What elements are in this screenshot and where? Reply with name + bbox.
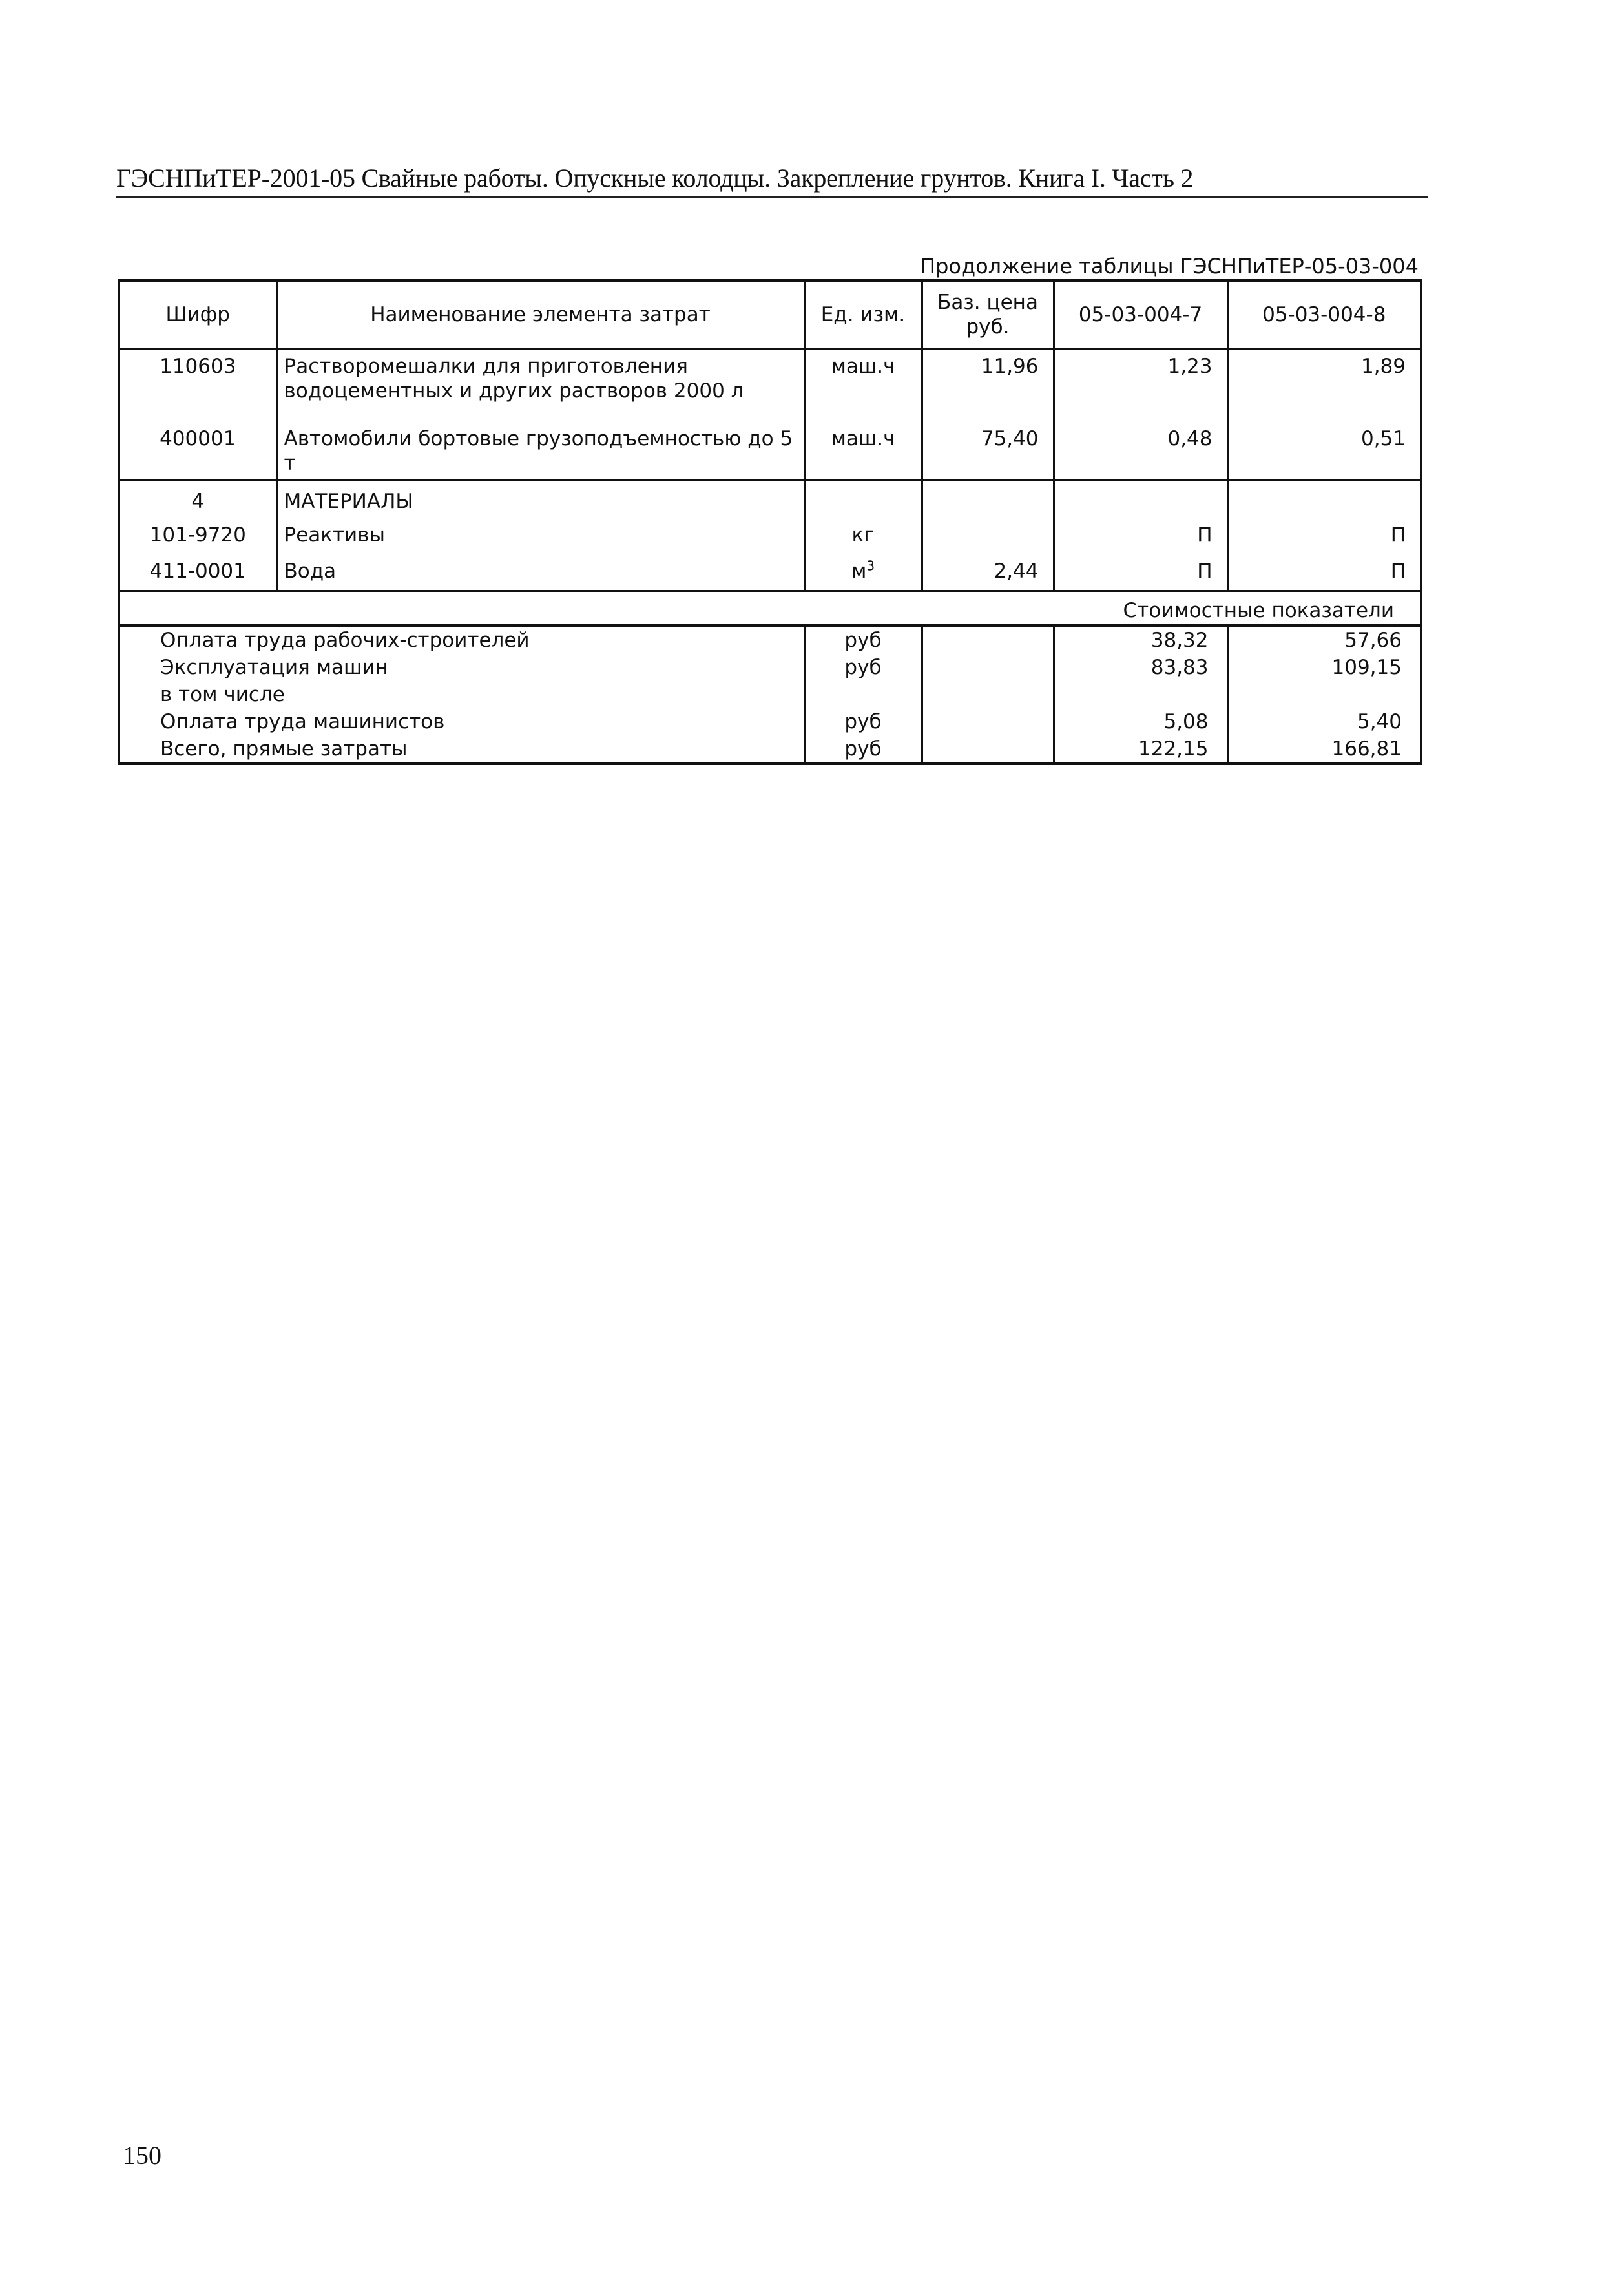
summary-label: Эксплуатация машин bbox=[119, 654, 804, 681]
summary-label: Оплата труда рабочих-строителей bbox=[119, 625, 804, 654]
empty-cell bbox=[922, 735, 1054, 764]
empty-cell bbox=[1227, 681, 1421, 708]
summary-value-8: 5,40 bbox=[1227, 708, 1421, 735]
materials-section-row bbox=[119, 481, 1421, 523]
cell-value-8: 1,89 bbox=[1227, 349, 1421, 423]
cell-value-7: 0,48 bbox=[1054, 423, 1227, 481]
summary-row bbox=[119, 708, 1421, 735]
table-row bbox=[119, 423, 1421, 481]
col-header-unit: Ед. изм. bbox=[804, 280, 922, 349]
summary-value-8: 109,15 bbox=[1227, 654, 1421, 681]
section-code: 4 bbox=[119, 481, 276, 523]
empty-cell bbox=[1054, 681, 1227, 708]
cell-value-7: П bbox=[1054, 523, 1227, 559]
summary-unit: руб bbox=[804, 735, 922, 764]
summary-label: в том числе bbox=[119, 681, 804, 708]
summary-row bbox=[119, 735, 1421, 764]
cell-price: 2,44 bbox=[922, 559, 1054, 591]
table-header-row bbox=[119, 280, 1421, 349]
summary-row bbox=[119, 625, 1421, 654]
page-number: 150 bbox=[123, 2141, 161, 2170]
summary-label: Всего, прямые затраты bbox=[119, 735, 804, 764]
summary-unit: руб bbox=[804, 625, 922, 654]
cell-name: Реактивы bbox=[276, 523, 804, 559]
col-header-base-price: Баз. цена руб. bbox=[922, 280, 1054, 349]
empty-cell bbox=[804, 481, 922, 523]
cell-name: Автомобили бортовые грузоподъемностью до 5 т bbox=[276, 423, 804, 481]
col-header-05-03-004-8: 05-03-004-8 bbox=[1227, 280, 1421, 349]
cell-code: 411-0001 bbox=[119, 559, 276, 591]
indicators-heading-row bbox=[119, 591, 1421, 626]
cell-value-7: П bbox=[1054, 559, 1227, 591]
empty-cell bbox=[1054, 481, 1227, 523]
col-header-05-03-004-7: 05-03-004-7 bbox=[1054, 280, 1227, 349]
running-header-title: ГЭСНПиТЕР-2001-05 Свайные работы. Опускные колодцы. Закрепление грунтов. Книга I. Часть 2 bbox=[116, 163, 1194, 193]
table-caption: Продолжение таблицы ГЭСНПиТЕР-05-03-004 bbox=[920, 254, 1419, 279]
empty-cell bbox=[922, 654, 1054, 681]
col-header-code: Шифр bbox=[119, 280, 276, 349]
cell-code: 400001 bbox=[119, 423, 276, 481]
summary-unit: руб bbox=[804, 654, 922, 681]
table-row bbox=[119, 523, 1421, 559]
cell-value-8: П bbox=[1227, 523, 1421, 559]
empty-cell bbox=[922, 681, 1054, 708]
cell-code: 101-9720 bbox=[119, 523, 276, 559]
summary-label: Оплата труда машинистов bbox=[119, 708, 804, 735]
cell-name: Вода bbox=[276, 559, 804, 591]
summary-value-7: 122,15 bbox=[1054, 735, 1227, 764]
cell-value-8: 0,51 bbox=[1227, 423, 1421, 481]
summary-value-8: 57,66 bbox=[1227, 625, 1421, 654]
summary-row bbox=[119, 681, 1421, 708]
cell-price bbox=[922, 523, 1054, 559]
cell-unit: маш.ч bbox=[804, 349, 922, 423]
header-rule bbox=[116, 196, 1428, 198]
col-header-name: Наименование элемента затрат bbox=[276, 280, 804, 349]
indicators-heading: Стоимостные показатели bbox=[119, 591, 1421, 626]
cell-name: Растворомешалки для приготовления водоцементных и других растворов 2000 л bbox=[276, 349, 804, 423]
cost-table bbox=[118, 279, 1422, 765]
empty-cell bbox=[922, 625, 1054, 654]
unit-exponent: 3 bbox=[866, 558, 875, 574]
empty-cell bbox=[922, 708, 1054, 735]
summary-value-7: 5,08 bbox=[1054, 708, 1227, 735]
cell-value-8: П bbox=[1227, 559, 1421, 591]
summary-value-7: 83,83 bbox=[1054, 654, 1227, 681]
cell-price: 75,40 bbox=[922, 423, 1054, 481]
summary-value-8: 166,81 bbox=[1227, 735, 1421, 764]
empty-cell bbox=[1227, 481, 1421, 523]
cell-unit: маш.ч bbox=[804, 423, 922, 481]
summary-unit: руб bbox=[804, 708, 922, 735]
empty-cell bbox=[804, 681, 922, 708]
unit-base: м bbox=[851, 560, 867, 583]
section-title: МАТЕРИАЛЫ bbox=[276, 481, 804, 523]
summary-row bbox=[119, 654, 1421, 681]
summary-value-7: 38,32 bbox=[1054, 625, 1227, 654]
cell-price: 11,96 bbox=[922, 349, 1054, 423]
empty-cell bbox=[922, 481, 1054, 523]
cell-unit bbox=[804, 559, 922, 591]
cell-code: 110603 bbox=[119, 349, 276, 423]
cell-unit: кг bbox=[804, 523, 922, 559]
table-row bbox=[119, 349, 1421, 423]
cell-value-7: 1,23 bbox=[1054, 349, 1227, 423]
table-row bbox=[119, 559, 1421, 591]
